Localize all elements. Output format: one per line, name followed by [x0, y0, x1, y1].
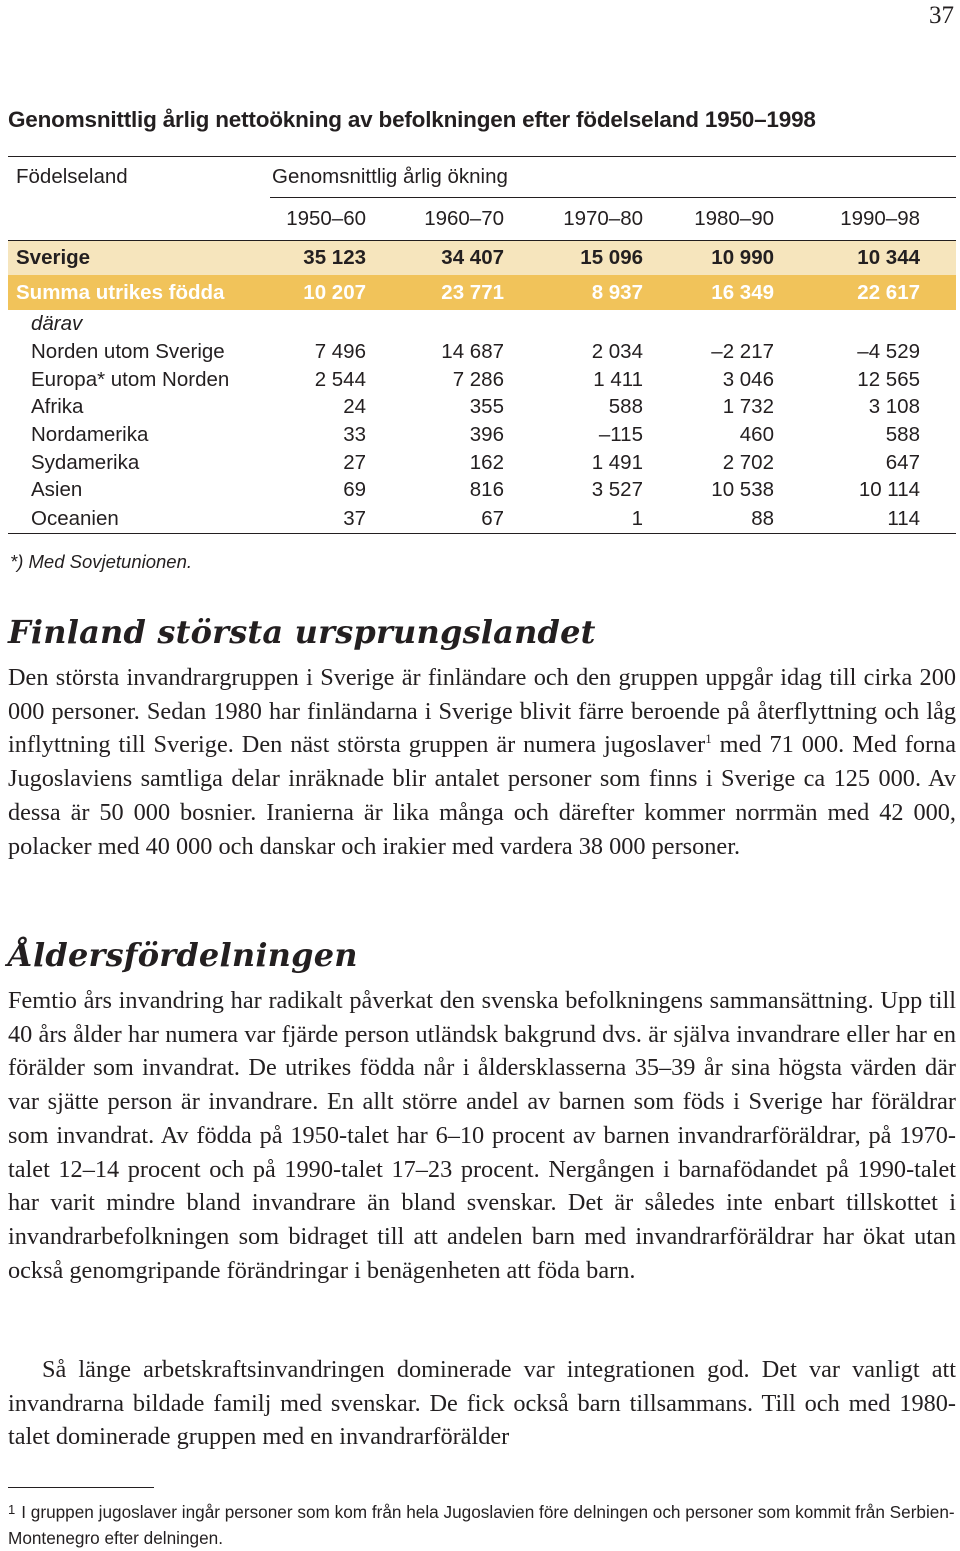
table-cell: 67: [366, 504, 504, 534]
table-cell: 355: [469, 395, 504, 419]
row-label: Norden utom Sverige: [31, 339, 225, 363]
table-cell: 12 565: [857, 367, 920, 391]
body-paragraph-alder-1: Femtio års invandring har radikalt påverkat den svenska befolkningens sammansättning. Upp till 40 års ålder har numera var fjärde person utländsk bakgrund dvs. är själva invandrare eller har en förälder som invandrat. De utrikes födda når i åldersklasserna 35–39 år sina högsta värden där var sjätte person är invandrare. En allt större andel av barnen som föds i Sverige har föräldrar som invandrat. Av födda på 1950-talet har 6–10 procent av barnen invandrarföräldrar, på 1970-talet 12–14 procent och på 1990-talet 17–23 procent. Nergången i barnafödandet på 1990-talet har varit mindre bland invandrare än bland svenskar. Det är således inte enbart tillskottet i invandrarbefolkningen som bidraget till att andelen barn med invandrarföräldrar har ökat utan också genomgripande förändringar i benägenheten att föda barn.: [8, 987, 956, 1284]
table-cell: 647: [885, 450, 920, 474]
table-cell: 162: [469, 450, 504, 474]
table-cell: 24: [343, 395, 366, 419]
period-header: 1970–80: [563, 207, 643, 230]
paragraph-text: med 71 000. Med forna Jugoslaviens samtliga delar inräknade blir antalet personer som finns i Sverige ca 125 000. Av dessa är 50 000 bosnier. Iranierna är lika många och därefter kommer norrmän med 42 000, polacker med 40 000 och danskar och irakier med vardera 38 000 personer.: [8, 731, 956, 860]
column-group-header: Genomsnittlig årlig ökning: [270, 157, 956, 198]
table-row: [8, 338, 956, 366]
table-cell: 10 990: [643, 241, 774, 276]
table-cell: 7 286: [452, 367, 504, 391]
table-cell: 23 771: [366, 275, 504, 310]
table-cell: 16 349: [643, 275, 774, 310]
table-cell: 1 411: [593, 367, 643, 391]
population-table: [8, 156, 956, 534]
table-cell: 10 538: [711, 478, 774, 502]
table-cell: –4 529: [857, 339, 920, 363]
table-cell: 35 123: [270, 241, 366, 276]
body-paragraph-finland: [8, 661, 956, 863]
table-row-sverige: [8, 241, 956, 276]
page-number: 37: [929, 2, 954, 29]
table-cell: 33: [343, 422, 366, 446]
table-cell: 34 407: [366, 241, 504, 276]
table-cell: 7 496: [314, 339, 366, 363]
table-cell: 10 114: [858, 478, 920, 502]
paragraph-text: Den största invandrargruppen i Sverige är finländare och den gruppen uppgår idag till cirka 200 000 personer. Sedan 1980 har finländarna i Sverige blivit färre beroende på återflyttning och låg inflyttning till Sverige. Den näst största gruppen är numera jugoslaver: [8, 664, 956, 759]
table-cell: 10 207: [270, 275, 366, 310]
row-label: Sydamerika: [31, 450, 140, 474]
footnote-mark: 1: [8, 1502, 16, 1517]
table-cell: –2 217: [711, 339, 774, 363]
period-header: 1990–98: [840, 207, 920, 230]
table-note: *) Med Sovjetunionen.: [10, 551, 193, 572]
footnote-reference: 1: [705, 731, 712, 747]
footnote-divider: [8, 1487, 154, 1488]
table-row-summa-utrikes: [8, 275, 956, 310]
table-cell: 3 046: [722, 367, 774, 391]
section-heading-aldersfordelning: Åldersfördelningen: [8, 936, 358, 974]
row-label: Europa* utom Norden: [31, 367, 230, 391]
table-cell: 1 491: [591, 450, 643, 474]
table-cell: 816: [469, 478, 504, 502]
table-cell: 588: [608, 395, 643, 419]
table-cell: 1 732: [722, 395, 774, 419]
body-paragraph-alder-2: Så länge arbetskraftsinvandringen dominerade var integrationen god. Det var vanligt att invandrarna bildade familj med svenskar. De fick också barn tillsammans. Till och med 1980-talet dominerade gruppen med en invandrarförälder: [8, 1356, 956, 1451]
table-cell: 37: [270, 504, 366, 534]
table-cell: 588: [885, 422, 920, 446]
footnote-text: I gruppen jugoslaver ingår personer som kom från hela Jugoslavien före delningen och personer som kommit från Serbien-Montenegro efter delningen.: [8, 1502, 955, 1548]
period-header: 1950–60: [286, 207, 366, 230]
table-cell: 8 937: [504, 275, 643, 310]
table-cell: 460: [739, 422, 774, 446]
table-row-darav: [8, 310, 956, 338]
table-cell: 14 687: [441, 339, 504, 363]
table-row: [8, 366, 956, 394]
table-title: Genomsnittlig årlig nettoökning av befolkningen efter födelseland 1950–1998: [8, 107, 816, 132]
column-header-country: Födelseland: [16, 165, 128, 189]
section-heading-finland: Finland största ursprungslandet: [8, 613, 596, 651]
table-cell: –115: [598, 422, 643, 446]
table-cell: 114: [774, 504, 956, 534]
table-cell: 15 096: [504, 241, 643, 276]
table-cell: 2 544: [314, 367, 366, 391]
row-label: Afrika: [31, 395, 84, 419]
table-cell: 10 344: [774, 241, 956, 276]
darav-label: därav: [31, 312, 83, 335]
table-row: [8, 476, 956, 504]
table-cell: 3 108: [868, 395, 920, 419]
table-row: [8, 421, 956, 449]
table-cell: 396: [469, 422, 504, 446]
table-row: [8, 393, 956, 421]
period-header-row: [8, 198, 956, 241]
table-cell: 3 527: [591, 478, 643, 502]
table-row: [8, 504, 956, 534]
table-cell: 2 034: [591, 339, 643, 363]
population-table-container: [8, 156, 956, 534]
table-cell: 22 617: [774, 275, 956, 310]
row-label: Nordamerika: [31, 422, 149, 446]
table-body: [8, 157, 956, 534]
table-row: [8, 449, 956, 477]
table-cell: 27: [343, 450, 366, 474]
period-header-blank: [8, 198, 270, 241]
table-header-row: [8, 157, 956, 198]
footnote: [8, 1497, 956, 1551]
period-header: 1960–70: [424, 207, 504, 230]
row-label: Asien: [31, 478, 83, 502]
row-label: Sverige: [8, 241, 270, 276]
row-label: Oceanien: [8, 504, 270, 534]
table-cell: 1: [504, 504, 643, 534]
table-cell: 2 702: [722, 450, 774, 474]
row-label: Summa utrikes födda: [8, 275, 270, 310]
period-header: 1980–90: [694, 207, 774, 230]
table-cell: 88: [643, 504, 774, 534]
table-cell: 69: [343, 478, 366, 502]
